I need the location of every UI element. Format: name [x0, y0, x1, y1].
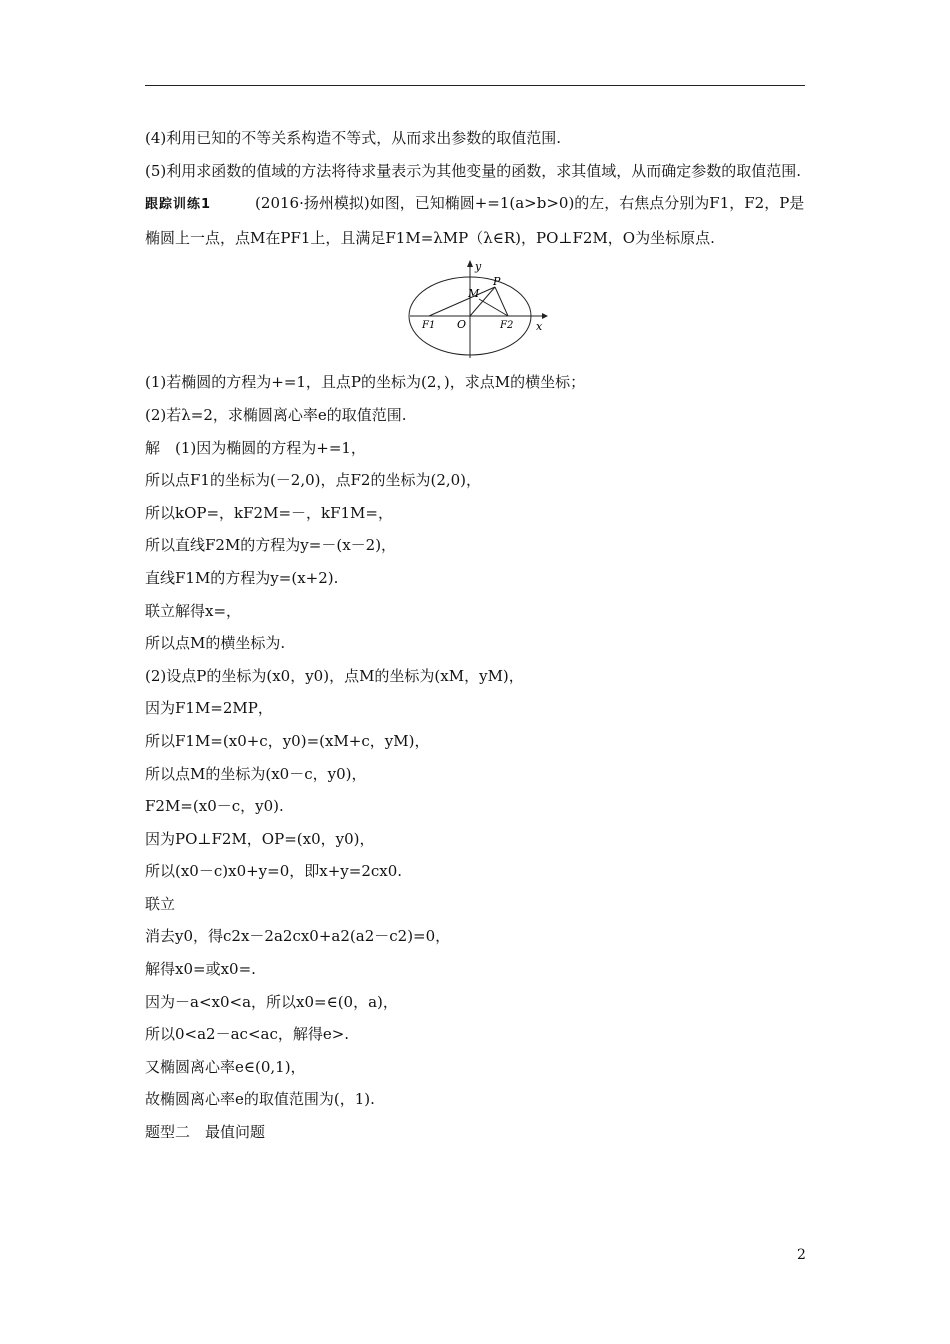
label-y: y [475, 260, 482, 274]
text-line: 所以点F1的坐标为(－2,0)，点F2的坐标为(2,0)， [145, 471, 482, 490]
text-line: 解得x0=或x0=. [145, 960, 256, 979]
text-line: 因为F1M=2MP， [145, 699, 273, 718]
y-axis-arrow-icon [467, 260, 473, 267]
text-line: 所以(x0－c)x0+y=0，即x+y=2cx0. [145, 862, 403, 881]
label-p: P [493, 275, 501, 289]
text-line: 故椭圆离心率e的取值范围为(，1). [145, 1090, 375, 1109]
text-line: 因为－a<x0<a，所以x0=∈(0，a)， [145, 992, 398, 1011]
text-line: 又椭圆离心率e∈(0,1)， [145, 1057, 306, 1076]
text-line: 消去y0，得c2x－2a2cx0+a2(a2－c2)=0， [145, 927, 451, 946]
header-rule [145, 85, 805, 86]
text-line: (4)利用已知的不等关系构造不等式，从而求出参数的取值范围. [145, 129, 562, 147]
label-o: O [457, 318, 467, 332]
exercise-tag: 跟踪训练1 [145, 197, 212, 213]
text-line: F2M=(x0－c，y0). [145, 797, 284, 816]
text-line: 所以kOP=，kF2M=－，kF1M=， [145, 503, 393, 522]
section-heading: 题型二 最值问题 [145, 1123, 266, 1142]
exercise-text: (2016·扬州模拟)如图，已知椭圆+=1(a>b>0)的左，右焦点分别为F1，F2，P是椭圆上一点，点M在PF1上，且满足F1M=λMP（λ∈R)，PO⊥F2M，O为坐标原点. [145, 194, 805, 247]
label-m: M [468, 287, 480, 301]
segment-pf1 [429, 287, 495, 316]
label-x: x [536, 320, 543, 334]
text-line: 联立 [145, 894, 176, 913]
x-axis-arrow-icon [542, 313, 548, 319]
text-line: (2)若λ=2，求椭圆离心率e的取值范围. [145, 405, 407, 424]
text-line: 所以F1M=(x0+c，y0)=(xM+c，yM)， [145, 731, 430, 750]
text-line: 所以0<a2－ac<ac，解得e>. [145, 1025, 350, 1044]
page-content [145, 122, 807, 1149]
text-line: (2)设点P的坐标为(x0，y0)，点M的坐标为(xM，yM)， [145, 666, 524, 685]
text-paragraph: (5)利用求函数的值域的方法将待求量表示为其他变量的函数，求其值域，从而确定参数的取值范围. [145, 161, 802, 180]
exercise-paragraph [145, 187, 807, 254]
ellipse-figure [145, 254, 807, 366]
text-line: (1)若椭圆的方程为+=1，且点P的坐标为(2，)，求点M的横坐标； [145, 373, 586, 392]
text-line: 因为PO⊥F2M，OP=(x0，y0)， [145, 829, 375, 848]
text-line: 解 (1)因为椭圆的方程为+=1， [145, 438, 366, 457]
ellipse-diagram [408, 260, 548, 360]
label-f2: F2 [500, 320, 514, 332]
label-f1: F1 [422, 320, 436, 332]
text-line: 直线F1M的方程为y=(x+2). [145, 568, 339, 587]
text-line: 所以点M的横坐标为. [145, 634, 286, 653]
text-line: 联立解得x=， [145, 601, 242, 620]
text-line: 所以点M的坐标为(x0－c，y0)， [145, 764, 367, 783]
page-number: 2 [797, 1247, 806, 1263]
text-line: 所以直线F2M的方程为y=－(x－2)， [145, 536, 397, 555]
